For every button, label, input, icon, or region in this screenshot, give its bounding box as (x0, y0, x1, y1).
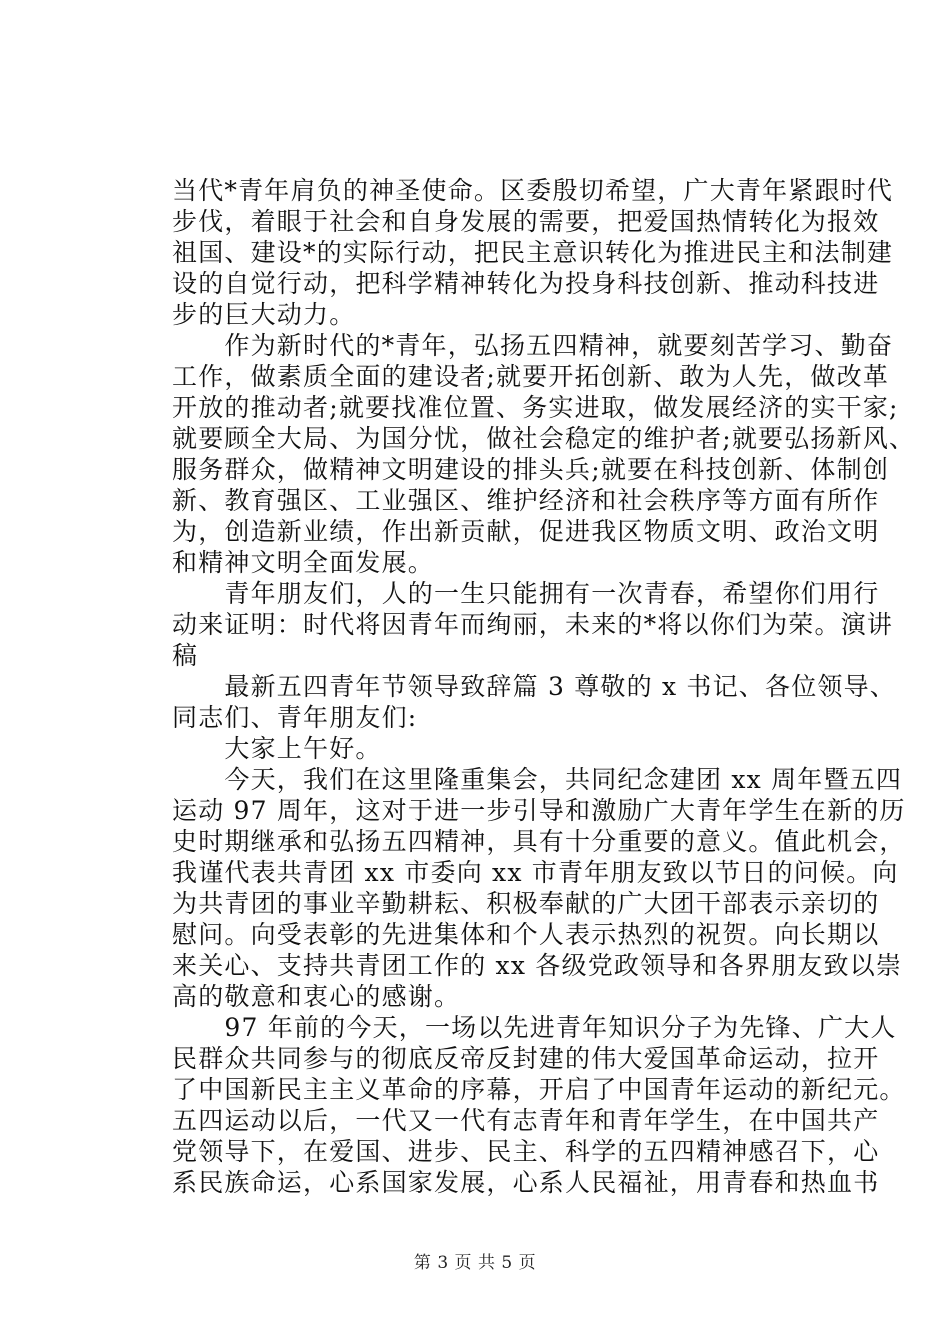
text-line: 动来证明：时代将因青年而绚丽，未来的*将以你们为荣。演讲 (172, 610, 894, 639)
text-line: 史时期继承和弘扬五四精神，具有十分重要的意义。值此机会， (172, 827, 906, 856)
text-line: 大家上午好。 (172, 734, 382, 763)
text-line: 系民族命运，心系国家发展，心系人民福祉，用青春和热血书 (172, 1168, 880, 1197)
text-line: 同志们、青年朋友们: (172, 703, 418, 732)
text-line: 就要顾全大局、为国分忧，做社会稳定的维护者;就要弘扬新风、 (172, 424, 916, 453)
text-line: 今天，我们在这里隆重集会，共同纪念建团 xx 周年暨五四 (172, 765, 903, 794)
text-line: 当代*青年肩负的神圣使命。区委殷切希望，广大青年紧跟时代 (172, 176, 894, 205)
text-line: 工作，做素质全面的建设者;就要开拓创新、敢为人先，做改革 (172, 362, 890, 391)
text-line: 祖国、建设*的实际行动，把民主意识转化为推进民主和法制建 (172, 238, 894, 267)
text-line: 民群众共同参与的彻底反帝反封建的伟大爱国革命运动，拉开 (172, 1044, 880, 1073)
text-line: 作为新时代的*青年，弘扬五四精神，就要刻苦学习、勤奋 (172, 331, 894, 360)
text-line: 了中国新民主主义革命的序幕，开启了中国青年运动的新纪元。 (172, 1075, 906, 1104)
text-line: 新、教育强区、工业强区、维护经济和社会秩序等方面有所作 (172, 486, 880, 515)
text-line: 高的敬意和衷心的感谢。 (172, 982, 461, 1011)
text-line: 97 年前的今天，一场以先进青年知识分子为先锋、广大人 (172, 1013, 897, 1042)
text-line: 慰问。向受表彰的先进集体和个人表示热烈的祝贺。向长期以 (172, 920, 880, 949)
page-footer: 第 3 页 共 5 页 (413, 1253, 537, 1273)
text-line: 运动 97 周年，这对于进一步引导和激励广大青年学生在新的历 (172, 796, 906, 825)
text-line: 党领导下，在爱国、进步、民主、科学的五四精神感召下，心 (172, 1137, 880, 1166)
text-line: 设的自觉行动，把科学精神转化为投身科技创新、推动科技进 (172, 269, 880, 298)
text-line: 步伐，着眼于社会和自身发展的需要，把爱国热情转化为报效 (172, 207, 880, 236)
text-line: 开放的推动者;就要找准位置、务实进取，做发展经济的实干家; (172, 393, 899, 422)
text-line: 最新五四青年节领导致辞篇 3 尊敬的 x 书记、各位领导、 (172, 672, 896, 701)
text-line: 服务群众，做精神文明建设的排头兵;就要在科技创新、体制创 (172, 455, 890, 484)
text-line: 为共青团的事业辛勤耕耘、积极奉献的广大团干部表示亲切的 (172, 889, 880, 918)
text-line: 我谨代表共青团 xx 市委向 xx 市青年朋友致以节日的问候。向 (172, 858, 899, 887)
text-line: 来关心、支持共青团工作的 xx 各级党政领导和各界朋友致以崇 (172, 951, 903, 980)
text-line: 为，创造新业绩，作出新贡献，促进我区物质文明、政治文明 (172, 517, 880, 546)
text-line: 步的巨大动力。 (172, 300, 356, 329)
text-line: 五四运动以后，一代又一代有志青年和青年学生，在中国共产 (172, 1106, 880, 1135)
text-line: 和精神文明全面发展。 (172, 548, 435, 577)
text-line: 稿 (172, 641, 199, 670)
text-line: 青年朋友们，人的一生只能拥有一次青春，希望你们用行 (172, 579, 880, 608)
